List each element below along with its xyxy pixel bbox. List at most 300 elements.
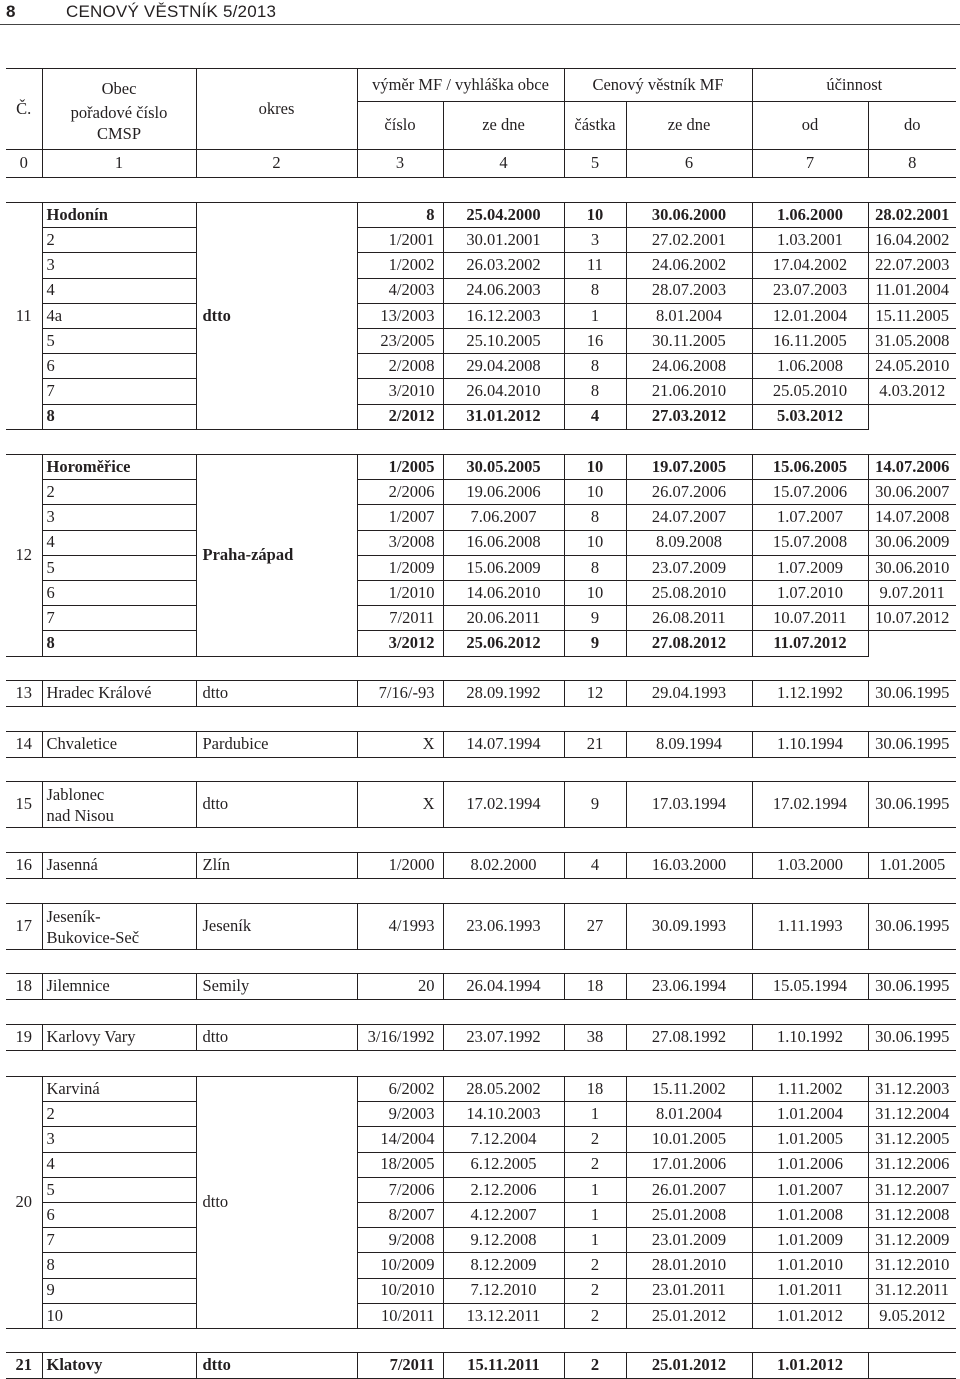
table-row	[6, 904, 956, 950]
value-cell: 21	[564, 732, 626, 758]
table-row	[6, 1202, 956, 1227]
value-cell: 18	[564, 974, 626, 1000]
table-row	[6, 1152, 956, 1177]
value-cell: 3/2010	[357, 379, 443, 404]
table-row	[6, 354, 956, 379]
column-header	[6, 68, 956, 178]
value-cell: 9	[564, 631, 626, 656]
value-cell: 25.08.2010	[626, 580, 752, 605]
header-rule	[0, 24, 960, 25]
value-cell: 21.06.2010	[626, 379, 752, 404]
value-cell: 23.07.2003	[752, 278, 868, 303]
value-cell: 1.01.2010	[752, 1253, 868, 1278]
value-cell: 30.06.1995	[868, 904, 956, 950]
value-cell: 8	[564, 505, 626, 530]
value-cell: 27.08.2012	[626, 631, 752, 656]
obec-line-2: nad Nisou	[46, 805, 114, 825]
page-number: 8	[6, 2, 16, 21]
value-cell: 12	[564, 681, 626, 707]
value-cell: 7/2011	[357, 606, 443, 631]
okres-cell: dtto	[196, 1353, 357, 1379]
table-row	[6, 1353, 956, 1379]
colnum-3: 3	[357, 150, 443, 178]
value-cell: 8	[564, 278, 626, 303]
obec-cell: Karlovy Vary	[42, 1025, 196, 1051]
value-cell: 7/2006	[357, 1177, 443, 1202]
value-cell: 4/1993	[357, 904, 443, 950]
value-cell: 25.01.2012	[626, 1353, 752, 1379]
value-cell: 17.01.2006	[626, 1152, 752, 1177]
value-cell: 15.11.2002	[626, 1077, 752, 1102]
value-cell: 4	[564, 853, 626, 879]
value-cell: 11.01.2004	[868, 278, 956, 303]
obec-cell: Hodonín	[42, 203, 196, 228]
value-cell: 7.06.2007	[443, 505, 564, 530]
value-cell: 23.01.2009	[626, 1228, 752, 1253]
value-cell: 30.06.1995	[868, 732, 956, 758]
row-number: 12	[6, 455, 42, 657]
table-row	[6, 1228, 956, 1253]
value-cell: 1	[564, 1202, 626, 1227]
obec-cell: 4	[42, 278, 196, 303]
value-cell: 1/2009	[357, 555, 443, 580]
obec-cell: 4a	[42, 303, 196, 328]
obec-line-2: Bukovice-Seč	[46, 927, 140, 947]
value-cell: 8	[564, 379, 626, 404]
value-cell: 31.12.2010	[868, 1253, 956, 1278]
table-row	[6, 853, 956, 879]
colnum-0: 0	[6, 150, 42, 178]
obec-line-1: Jablonec	[46, 784, 105, 804]
value-cell: 1.07.2007	[752, 505, 868, 530]
value-cell: 16	[564, 328, 626, 353]
value-cell: 9	[564, 606, 626, 631]
value-cell: 25.04.2000	[443, 203, 564, 228]
value-cell: 10.07.2012	[868, 606, 956, 631]
obec-cell: 7	[42, 379, 196, 404]
obec-cell	[42, 782, 196, 828]
colnum-8: 8	[868, 150, 956, 178]
value-cell: 15.06.2005	[752, 455, 868, 480]
value-cell: 30.05.2005	[443, 455, 564, 480]
value-cell: 10	[564, 480, 626, 505]
value-cell: 9/2008	[357, 1228, 443, 1253]
value-cell: 9	[564, 782, 626, 828]
value-cell: 2	[564, 1127, 626, 1152]
obec-cell: Chvaletice	[42, 732, 196, 758]
table-row	[6, 1253, 956, 1278]
value-cell: 15.05.1994	[752, 974, 868, 1000]
value-cell: 14.07.2008	[868, 505, 956, 530]
okres-cell: Semily	[196, 974, 357, 1000]
value-cell: 3/2012	[357, 631, 443, 656]
value-cell: 26.04.1994	[443, 974, 564, 1000]
row-r21	[6, 1352, 956, 1379]
value-cell: 1.01.2007	[752, 1177, 868, 1202]
value-cell: 3	[564, 228, 626, 253]
value-cell	[868, 404, 956, 429]
obec-cell: 9	[42, 1278, 196, 1303]
header-c: Č.	[6, 69, 42, 150]
value-cell: 27.03.2012	[626, 404, 752, 429]
value-cell: 14.06.2010	[443, 580, 564, 605]
obec-cell: 6	[42, 354, 196, 379]
value-cell: 10	[564, 455, 626, 480]
value-cell: 1	[564, 1102, 626, 1127]
value-cell: 26.07.2006	[626, 480, 752, 505]
row-number: 14	[6, 732, 42, 758]
header-castka: částka	[564, 102, 626, 150]
value-cell: 28.01.2010	[626, 1253, 752, 1278]
okres-cell: dtto	[196, 203, 357, 430]
value-cell: 1.01.2011	[752, 1278, 868, 1303]
value-cell: 23.06.1993	[443, 904, 564, 950]
table-row	[6, 228, 956, 253]
value-cell: 20	[357, 974, 443, 1000]
value-cell: 2	[564, 1353, 626, 1379]
value-cell: 26.04.2010	[443, 379, 564, 404]
row-number: 13	[6, 681, 42, 707]
value-cell: 28.05.2002	[443, 1077, 564, 1102]
value-cell: 8.01.2004	[626, 1102, 752, 1127]
value-cell: 30.06.2009	[868, 530, 956, 555]
obec-cell: 7	[42, 1228, 196, 1253]
value-cell: 30.06.2000	[626, 203, 752, 228]
value-cell: 11.07.2012	[752, 631, 868, 656]
value-cell: 31.05.2008	[868, 328, 956, 353]
table-row	[6, 1025, 956, 1051]
value-cell: 27.08.1992	[626, 1025, 752, 1051]
obec-cell: Klatovy	[42, 1353, 196, 1379]
obec-cell: 6	[42, 580, 196, 605]
value-cell: 17.02.1994	[443, 782, 564, 828]
value-cell: 4.03.2012	[868, 379, 956, 404]
value-cell: 28.02.2001	[868, 203, 956, 228]
value-cell: 1.11.2002	[752, 1077, 868, 1102]
header-vymer: výměr MF / vyhláška obce	[357, 69, 564, 102]
value-cell: 8	[564, 354, 626, 379]
table-row	[6, 203, 956, 228]
obec-cell: 3	[42, 1127, 196, 1152]
value-cell: 2/2006	[357, 480, 443, 505]
value-cell: 26.03.2002	[443, 253, 564, 278]
value-cell: 1/2000	[357, 853, 443, 879]
header-poradove	[42, 102, 196, 150]
colnum-1: 1	[42, 150, 196, 178]
value-cell: 16.04.2002	[868, 228, 956, 253]
value-cell: 24.06.2003	[443, 278, 564, 303]
value-cell: 7.12.2010	[443, 1278, 564, 1303]
value-cell: 30.06.2010	[868, 555, 956, 580]
okres-cell: Zlín	[196, 853, 357, 879]
value-cell: 7/16/-93	[357, 681, 443, 707]
value-cell: 1.03.2001	[752, 228, 868, 253]
value-cell: 30.01.2001	[443, 228, 564, 253]
table-row	[6, 1127, 956, 1152]
value-cell: 1.01.2004	[752, 1102, 868, 1127]
header-cmsp: CMSP	[96, 123, 142, 143]
value-cell: 18	[564, 1077, 626, 1102]
value-cell: 9.05.2012	[868, 1303, 956, 1328]
obec-cell: 5	[42, 1177, 196, 1202]
group-20	[6, 1076, 956, 1329]
value-cell: 30.06.1995	[868, 1025, 956, 1051]
value-cell: 30.11.2005	[626, 328, 752, 353]
value-cell: 1.01.2008	[752, 1202, 868, 1227]
obec-cell: 8	[42, 404, 196, 429]
value-cell: 16.06.2008	[443, 530, 564, 555]
value-cell: 31.12.2004	[868, 1102, 956, 1127]
value-cell: 24.05.2010	[868, 354, 956, 379]
obec-cell: 3	[42, 505, 196, 530]
value-cell: 30.06.1995	[868, 974, 956, 1000]
value-cell: 10	[564, 203, 626, 228]
okres-cell: dtto	[196, 681, 357, 707]
row-number: 17	[6, 904, 42, 950]
header-obec: Obec	[42, 69, 196, 102]
value-cell: 8.09.2008	[626, 530, 752, 555]
table-row	[6, 253, 956, 278]
header-okres: okres	[196, 69, 357, 150]
value-cell: 7.12.2004	[443, 1127, 564, 1152]
value-cell: 13/2003	[357, 303, 443, 328]
value-cell: 38	[564, 1025, 626, 1051]
value-cell: 1.01.2012	[752, 1353, 868, 1379]
value-cell: 1.10.1992	[752, 1025, 868, 1051]
value-cell: 1/2007	[357, 505, 443, 530]
obec-cell: 8	[42, 1253, 196, 1278]
row-number: 16	[6, 853, 42, 879]
row-r18	[6, 973, 956, 1000]
value-cell: 1.11.1993	[752, 904, 868, 950]
obec-cell: 6	[42, 1202, 196, 1227]
value-cell: 10/2011	[357, 1303, 443, 1328]
okres-cell: Pardubice	[196, 732, 357, 758]
value-cell	[868, 631, 956, 656]
value-cell: 1.06.2000	[752, 203, 868, 228]
value-cell: 1/2010	[357, 580, 443, 605]
table-row	[6, 1177, 956, 1202]
value-cell: 1	[564, 1228, 626, 1253]
row-r15	[6, 781, 956, 828]
value-cell: 19.06.2006	[443, 480, 564, 505]
value-cell: 17.04.2002	[752, 253, 868, 278]
value-cell: 9.07.2011	[868, 580, 956, 605]
value-cell: 8/2007	[357, 1202, 443, 1227]
value-cell: 3/2008	[357, 530, 443, 555]
value-cell: 20.06.2011	[443, 606, 564, 631]
obec-cell: 7	[42, 606, 196, 631]
value-cell: 26.08.2011	[626, 606, 752, 631]
header-poradove-text: pořadové číslo	[70, 102, 168, 122]
value-cell: 10/2009	[357, 1253, 443, 1278]
header-cislo: číslo	[357, 102, 443, 150]
page-header	[0, 0, 960, 26]
value-cell: 9.12.2008	[443, 1228, 564, 1253]
table-row	[6, 1278, 956, 1303]
value-cell: 1.01.2006	[752, 1152, 868, 1177]
value-cell: 25.05.2010	[752, 379, 868, 404]
value-cell: 10.07.2011	[752, 606, 868, 631]
value-cell: 1.07.2010	[752, 580, 868, 605]
value-cell: 4.12.2007	[443, 1202, 564, 1227]
row-r17	[6, 903, 956, 950]
table-row	[6, 328, 956, 353]
value-cell: 1.01.2005	[752, 1127, 868, 1152]
value-cell: 8.12.2009	[443, 1253, 564, 1278]
table-row	[6, 1077, 956, 1102]
header-zedne1: ze dne	[443, 102, 564, 150]
value-cell: 29.04.2008	[443, 354, 564, 379]
value-cell: 2	[564, 1253, 626, 1278]
row-number: 21	[6, 1353, 42, 1379]
value-cell: 10	[564, 530, 626, 555]
table-row	[6, 681, 956, 707]
table-row	[6, 480, 956, 505]
colnum-5: 5	[564, 150, 626, 178]
row-number: 11	[6, 203, 42, 430]
value-cell: 23.07.2009	[626, 555, 752, 580]
value-cell: 16.03.2000	[626, 853, 752, 879]
value-cell: 10.01.2005	[626, 1127, 752, 1152]
value-cell: 15.07.2006	[752, 480, 868, 505]
value-cell: 15.11.2011	[443, 1353, 564, 1379]
value-cell: 1.01.2012	[752, 1303, 868, 1328]
table-row	[6, 631, 956, 656]
value-cell: 15.06.2009	[443, 555, 564, 580]
obec-cell: Karviná	[42, 1077, 196, 1102]
value-cell: 23.01.2011	[626, 1278, 752, 1303]
value-cell: 10/2010	[357, 1278, 443, 1303]
value-cell: 8.01.2004	[626, 303, 752, 328]
colnum-4: 4	[443, 150, 564, 178]
value-cell: 23.06.1994	[626, 974, 752, 1000]
value-cell: 12.01.2004	[752, 303, 868, 328]
header-do: do	[868, 102, 956, 150]
value-cell: 25.01.2012	[626, 1303, 752, 1328]
value-cell: 22.07.2003	[868, 253, 956, 278]
value-cell: 30.06.1995	[868, 681, 956, 707]
value-cell: 31.01.2012	[443, 404, 564, 429]
value-cell: 14.07.2006	[868, 455, 956, 480]
obec-cell: Jilemnice	[42, 974, 196, 1000]
page-title: CENOVÝ VĚSTNÍK 5/2013	[66, 2, 277, 21]
value-cell: 14.07.1994	[443, 732, 564, 758]
value-cell: 25.01.2008	[626, 1202, 752, 1227]
value-cell: 4/2003	[357, 278, 443, 303]
value-cell: 1.10.1994	[752, 732, 868, 758]
value-cell: 18/2005	[357, 1152, 443, 1177]
value-cell: 5.03.2012	[752, 404, 868, 429]
value-cell: 15.07.2008	[752, 530, 868, 555]
value-cell: X	[357, 732, 443, 758]
okres-cell: Praha-západ	[196, 455, 357, 657]
value-cell: 30.06.1995	[868, 782, 956, 828]
obec-cell: 8	[42, 631, 196, 656]
table-row	[6, 606, 956, 631]
table-row	[6, 404, 956, 429]
value-cell: 24.06.2008	[626, 354, 752, 379]
value-cell: 23/2005	[357, 328, 443, 353]
table-row	[6, 278, 956, 303]
row-number: 18	[6, 974, 42, 1000]
value-cell: 24.07.2007	[626, 505, 752, 530]
obec-cell: 4	[42, 1152, 196, 1177]
value-cell: 1/2005	[357, 455, 443, 480]
obec-cell: 4	[42, 530, 196, 555]
value-cell: 31.12.2006	[868, 1152, 956, 1177]
value-cell: 16.11.2005	[752, 328, 868, 353]
obec-cell: 2	[42, 228, 196, 253]
value-cell: 31.12.2008	[868, 1202, 956, 1227]
value-cell: 8.09.1994	[626, 732, 752, 758]
value-cell: 1.07.2009	[752, 555, 868, 580]
value-cell: 31.12.2003	[868, 1077, 956, 1102]
value-cell: X	[357, 782, 443, 828]
value-cell: 31.12.2009	[868, 1228, 956, 1253]
value-cell: 25.10.2005	[443, 328, 564, 353]
value-cell: 6.12.2005	[443, 1152, 564, 1177]
obec-line-1: Jeseník-	[46, 906, 101, 926]
value-cell: 1	[564, 1177, 626, 1202]
value-cell	[868, 1353, 956, 1379]
value-cell: 24.06.2002	[626, 253, 752, 278]
value-cell: 2/2008	[357, 354, 443, 379]
table-row	[6, 580, 956, 605]
row-r16	[6, 852, 956, 879]
okres-cell: dtto	[196, 782, 357, 828]
table-row	[6, 455, 956, 480]
value-cell: 1.01.2005	[868, 853, 956, 879]
okres-cell: dtto	[196, 1025, 357, 1051]
header-ucinnost: účinnost	[752, 69, 956, 102]
obec-cell: 2	[42, 1102, 196, 1127]
value-cell: 2	[564, 1152, 626, 1177]
table-row	[6, 505, 956, 530]
colnum-2: 2	[196, 150, 357, 178]
value-cell: 25.06.2012	[443, 631, 564, 656]
table-row	[6, 379, 956, 404]
value-cell: 27.02.2001	[626, 228, 752, 253]
value-cell: 8.02.2000	[443, 853, 564, 879]
value-cell: 31.12.2011	[868, 1278, 956, 1303]
okres-cell: Jeseník	[196, 904, 357, 950]
table-row	[6, 303, 956, 328]
value-cell: 17.02.1994	[752, 782, 868, 828]
value-cell: 2	[564, 1303, 626, 1328]
value-cell: 1	[564, 303, 626, 328]
header-vestnik: Cenový věstník MF	[564, 69, 752, 102]
colnum-6: 6	[626, 150, 752, 178]
value-cell: 1.12.1992	[752, 681, 868, 707]
colnum-7: 7	[752, 150, 868, 178]
value-cell: 31.12.2007	[868, 1177, 956, 1202]
value-cell: 19.07.2005	[626, 455, 752, 480]
table-row	[6, 555, 956, 580]
value-cell: 16.12.2003	[443, 303, 564, 328]
value-cell: 15.11.2005	[868, 303, 956, 328]
row-r14	[6, 731, 956, 758]
group-11	[6, 202, 956, 430]
value-cell: 13.12.2011	[443, 1303, 564, 1328]
value-cell: 28.07.2003	[626, 278, 752, 303]
value-cell: 27	[564, 904, 626, 950]
row-number: 20	[6, 1077, 42, 1329]
row-number: 19	[6, 1025, 42, 1051]
value-cell: 30.06.2007	[868, 480, 956, 505]
value-cell: 2/2012	[357, 404, 443, 429]
obec-cell: 5	[42, 555, 196, 580]
